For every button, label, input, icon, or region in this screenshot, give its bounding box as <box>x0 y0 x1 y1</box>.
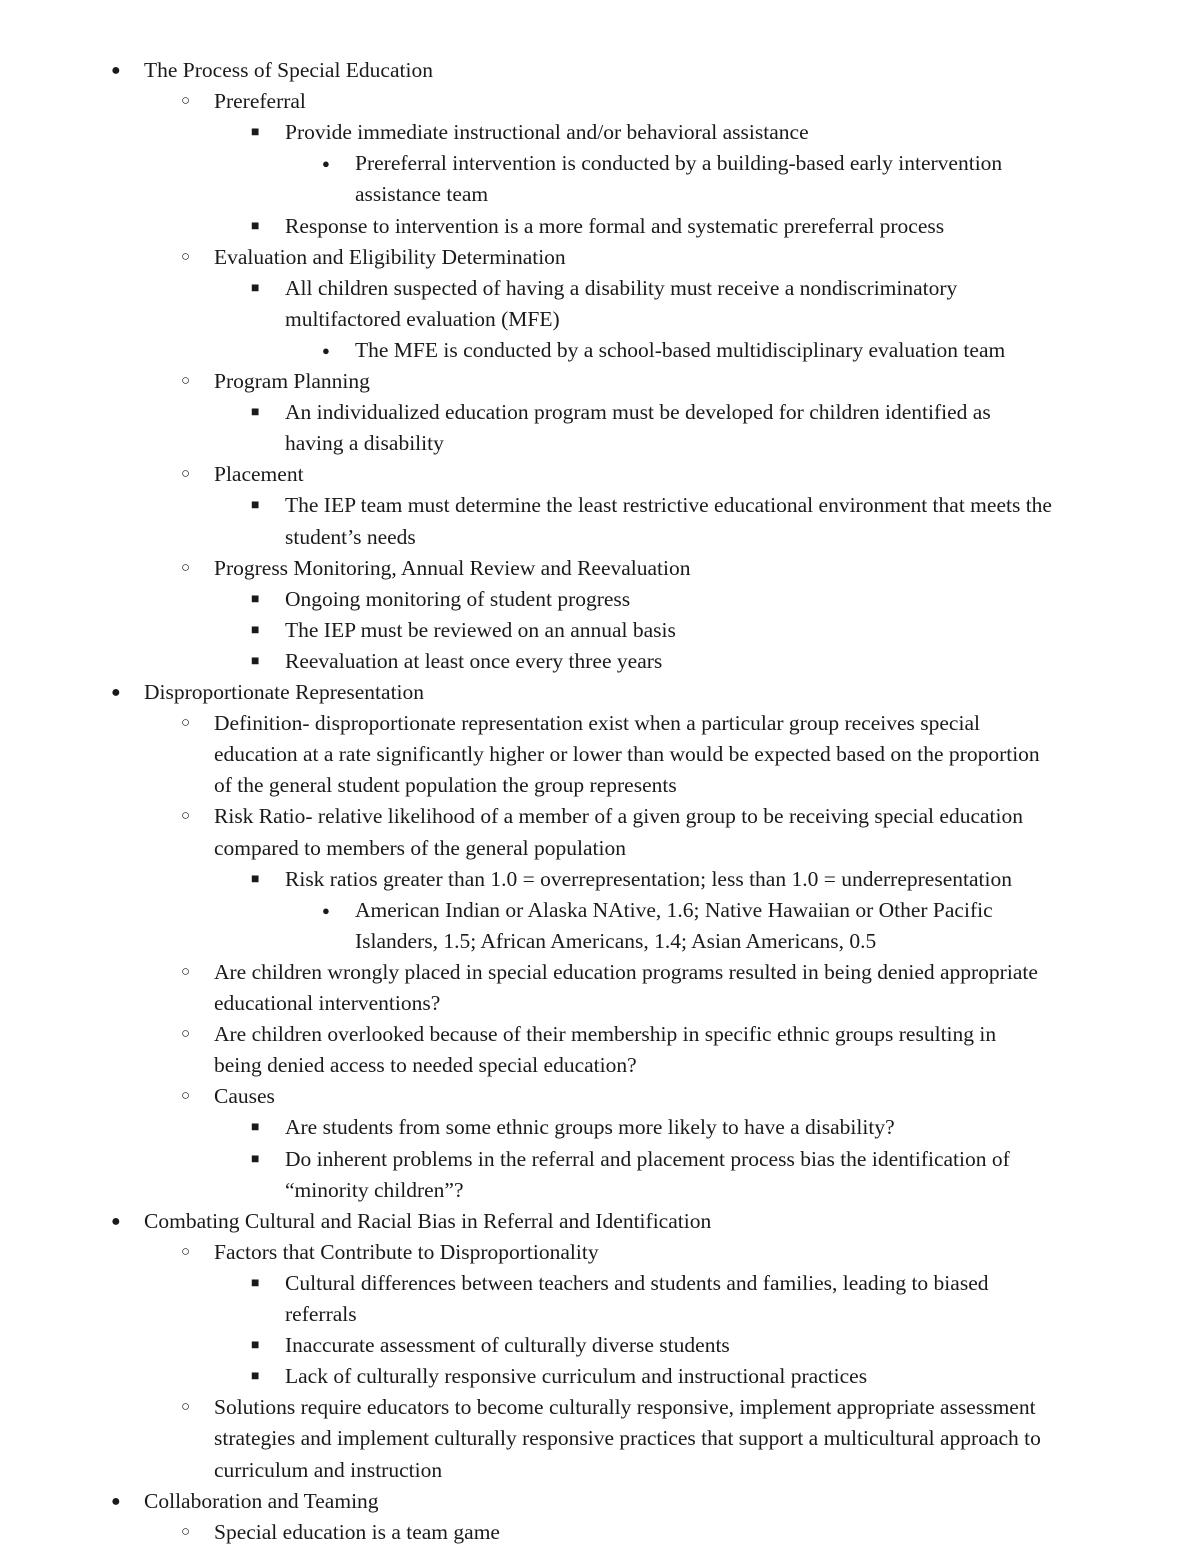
hollow-circle-bullet-icon: ○ <box>181 1088 191 1105</box>
outline-item-text: “minority children”? <box>285 1177 464 1202</box>
outline-item-text: education at a rate significantly higher or lower than would be expected based on the proportion <box>214 742 1040 767</box>
outline-item-text: Reevaluation at least once every three years <box>285 648 663 673</box>
filled-circle-bullet-icon: ● <box>111 1212 121 1230</box>
hollow-circle-bullet-icon: ○ <box>181 559 191 576</box>
small-circle-bullet-icon: ● <box>322 342 330 358</box>
filled-circle-bullet-icon: ● <box>111 684 121 701</box>
square-bullet-icon: ■ <box>251 498 260 514</box>
outline-item-text: multifactored evaluation (MFE) <box>285 306 560 331</box>
square-bullet-icon: ■ <box>251 218 260 234</box>
square-bullet-icon: ■ <box>251 280 260 296</box>
outline-item-text: All children suspected of having a disability must receive a nondiscriminatory <box>285 275 958 300</box>
outline-item-text: Lack of culturally responsive curriculum and instructional practices <box>285 1364 868 1389</box>
outline-item-text: Prereferral intervention is conducted by a building-based early intervention <box>355 151 1003 176</box>
square-bullet-icon: ■ <box>251 1275 260 1291</box>
outline-item-text: Risk Ratio- relative likelihood of a member of a given group to be receiving special education <box>214 804 1023 829</box>
square-bullet-icon: ■ <box>251 653 260 669</box>
square-bullet-icon: ■ <box>251 405 260 421</box>
square-bullet-icon: ■ <box>251 871 260 887</box>
outline-item-text: Risk ratios greater than 1.0 = overrepresentation; less than 1.0 = underrepresentation <box>285 866 1012 891</box>
square-bullet-icon: ■ <box>251 1151 260 1167</box>
outline-item-text: Definition- disproportionate representation exist when a particular group receives special <box>214 711 980 736</box>
hollow-circle-bullet-icon: ○ <box>181 1523 191 1540</box>
outline-item-text: The Process of Special Education <box>144 58 433 82</box>
outline-item-text: Provide immediate instructional and/or behavioral assistance <box>285 120 809 145</box>
outline-item-text: Program Planning <box>214 369 370 393</box>
outline-item-text: Special education is a team game <box>214 1519 500 1544</box>
filled-circle-bullet-icon: ● <box>111 62 121 79</box>
outline-item-text: educational interventions? <box>214 991 441 1015</box>
outline-item-text: Solutions require educators to become culturally responsive, implement appropriate assessment <box>214 1395 1036 1420</box>
square-bullet-icon: ■ <box>251 1338 260 1354</box>
outline-item-text: having a disability <box>285 431 444 456</box>
outline-item-text: curriculum and instruction <box>214 1457 443 1482</box>
hollow-circle-bullet-icon: ○ <box>181 373 191 389</box>
small-circle-bullet-icon: ● <box>322 156 330 172</box>
hollow-circle-bullet-icon: ○ <box>181 466 191 483</box>
outline-item-text: assistance team <box>355 182 489 207</box>
square-bullet-icon: ■ <box>251 591 260 607</box>
outline-item-text: The IEP team must determine the least restrictive educational environment that meets the <box>285 493 1052 518</box>
outline-item-text: Causes <box>214 1084 275 1109</box>
outline-item-text: of the general student population the group represents <box>214 773 677 798</box>
outline-item-text: Placement <box>214 462 304 487</box>
outline-item-text: being denied access to needed special education? <box>214 1053 637 1078</box>
outline-item-text: compared to members of the general population <box>214 835 626 860</box>
outline-item-text: The IEP must be reviewed on an annual basis <box>285 617 676 642</box>
outline-item-text: strategies and implement culturally responsive practices that support a multicultural approach to <box>214 1426 1041 1451</box>
square-bullet-icon: ■ <box>251 1120 260 1136</box>
outline-item-text: Ongoing monitoring of student progress <box>285 586 631 611</box>
hollow-circle-bullet-icon: ○ <box>181 93 191 110</box>
outline-item-text: Cultural differences between teachers and students and families, leading to biased <box>285 1270 989 1295</box>
small-circle-bullet-icon: ● <box>322 902 330 918</box>
hollow-circle-bullet-icon: ○ <box>181 1026 191 1043</box>
hollow-circle-bullet-icon: ○ <box>181 248 191 265</box>
outline-item-text: Are children overlooked because of their membership in specific ethnic groups resulting in <box>214 1022 997 1047</box>
outline-item-text: Are children wrongly placed in special education programs resulted in being denied appropriate <box>214 959 1038 984</box>
outline-item-text: Do inherent problems in the referral and placement process bias the identification of <box>285 1146 1010 1171</box>
square-bullet-icon: ■ <box>251 1369 260 1385</box>
outline-item-text: Islanders, 1.5; African Americans, 1.4; Asian Americans, 0.5 <box>355 928 877 953</box>
hollow-circle-bullet-icon: ○ <box>181 963 191 980</box>
outline-item-text: An individualized education program must be developed for children identified as <box>285 400 991 425</box>
hollow-circle-bullet-icon: ○ <box>181 1243 191 1260</box>
outline-item-text: Disproportionate Representation <box>144 680 425 704</box>
outline-item-text: student’s needs <box>285 524 416 549</box>
square-bullet-icon: ■ <box>251 125 260 141</box>
outline-item-text: Combating Cultural and Racial Bias in Referral and Identification <box>144 1208 712 1233</box>
hollow-circle-bullet-icon: ○ <box>181 1399 191 1416</box>
outline-item-text: Evaluation and Eligibility Determination <box>214 244 566 269</box>
outline-item-text: Prereferral <box>214 89 306 114</box>
hollow-circle-bullet-icon: ○ <box>181 808 191 825</box>
outline-item-text: Inaccurate assessment of culturally diverse students <box>285 1333 730 1358</box>
outline-item-text: American Indian or Alaska NAtive, 1.6; Native Hawaiian or Other Pacific <box>355 897 993 922</box>
outline-item-text: Collaboration and Teaming <box>144 1488 379 1513</box>
square-bullet-icon: ■ <box>251 622 260 638</box>
filled-circle-bullet-icon: ● <box>111 1492 121 1510</box>
hollow-circle-bullet-icon: ○ <box>181 715 191 732</box>
outline-item-text: Are students from some ethnic groups more likely to have a disability? <box>285 1115 895 1140</box>
outline-item-text: Factors that Contribute to Disproportionality <box>214 1239 599 1264</box>
outline-item-text: Progress Monitoring, Annual Review and Reevaluation <box>214 555 691 580</box>
outline-item-text: referrals <box>285 1302 357 1326</box>
outline-item-text: The MFE is conducted by a school-based multidisciplinary evaluation team <box>355 337 1006 362</box>
outline-item-text: Response to intervention is a more formal and systematic prereferral process <box>285 213 945 238</box>
